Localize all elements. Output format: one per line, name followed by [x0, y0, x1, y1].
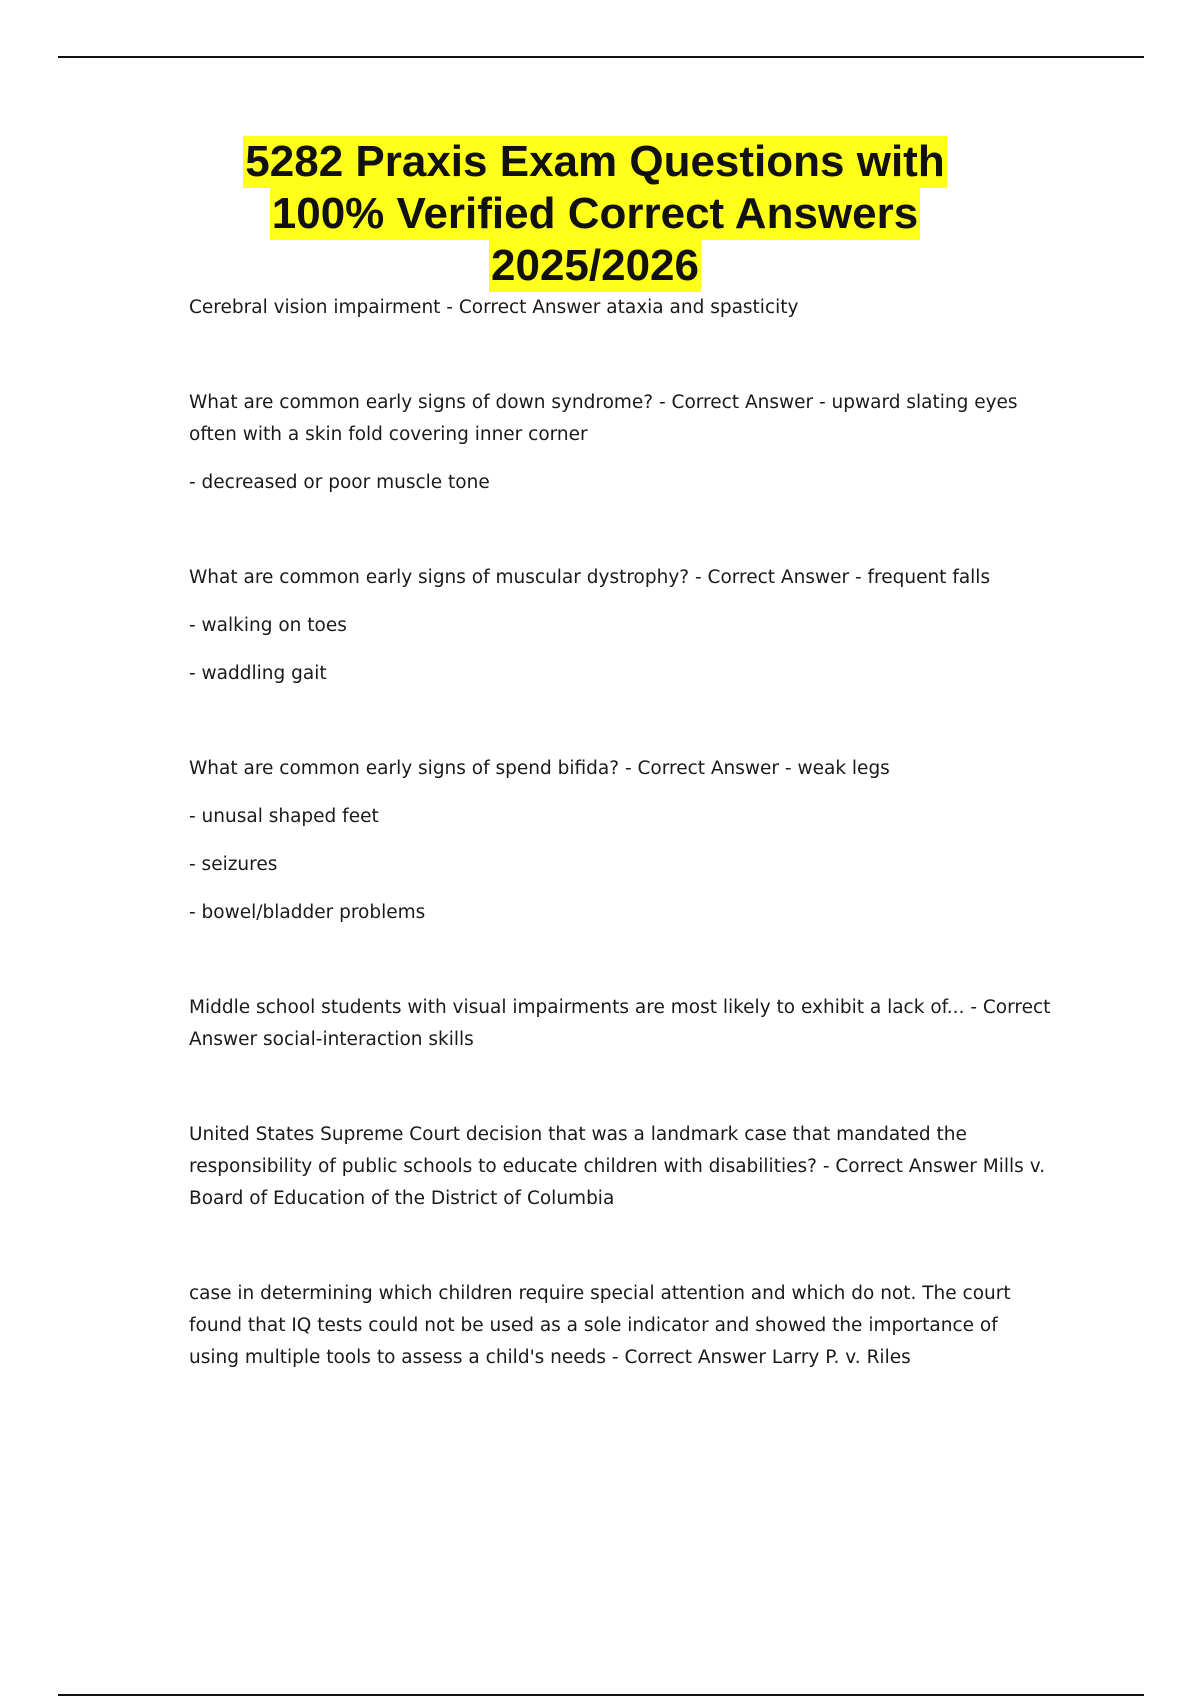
qa-item [189, 1278, 1069, 1374]
qa-item [189, 292, 1069, 324]
qa-sub-answer: - waddling gait [189, 663, 327, 684]
qa-item [189, 387, 1069, 499]
qa-text: Middle school students with visual impairments are most likely to exhibit a lack of... - Correct [189, 997, 1051, 1018]
title-line: 100% Verified Correct Answers [271, 189, 919, 238]
qa-text: Board of Education of the District of Columbia [189, 1188, 615, 1209]
qa-sub-answer: - unusal shaped feet [189, 806, 379, 827]
title-line: 5282 Praxis Exam Questions with [245, 137, 945, 186]
qa-text: United States Supreme Court decision that was a landmark case that mandated the [189, 1124, 967, 1145]
qa-text: What are common early signs of down syndrome? - Correct Answer - upward slating eyes [189, 392, 1018, 413]
document-title [0, 136, 1190, 292]
qa-text: What are common early signs of muscular dystrophy? - Correct Answer - frequent falls [189, 567, 991, 588]
qa-item [189, 562, 1069, 690]
qa-text: Answer social-interaction skills [189, 1029, 474, 1050]
qa-sub-answer: - decreased or poor muscle tone [189, 472, 490, 493]
qa-text: found that IQ tests could not be used as a sole indicator and showed the importance of [189, 1315, 998, 1336]
qa-sub-answer: - bowel/bladder problems [189, 902, 426, 923]
qa-text: responsibility of public schools to educate children with disabilities? - Correct Answer Mills v. [189, 1156, 1046, 1177]
qa-item [189, 992, 1069, 1056]
qa-text: What are common early signs of spend bifida? - Correct Answer - weak legs [189, 758, 890, 779]
qa-text: case in determining which children require special attention and which do not. The court [189, 1283, 1011, 1304]
qa-item [189, 1119, 1069, 1215]
top-rule [58, 56, 1144, 58]
qa-list [189, 292, 1069, 1374]
qa-text: Cerebral vision impairment - Correct Answer ataxia and spasticity [189, 297, 799, 318]
qa-item [189, 753, 1069, 929]
qa-sub-answer: - walking on toes [189, 615, 347, 636]
bottom-rule [58, 1694, 1144, 1696]
qa-sub-answer: - seizures [189, 854, 278, 875]
qa-text: using multiple tools to assess a child's needs - Correct Answer Larry P. v. Riles [189, 1347, 911, 1368]
qa-text: often with a skin fold covering inner corner [189, 424, 588, 445]
title-line: 2025/2026 [491, 241, 699, 290]
